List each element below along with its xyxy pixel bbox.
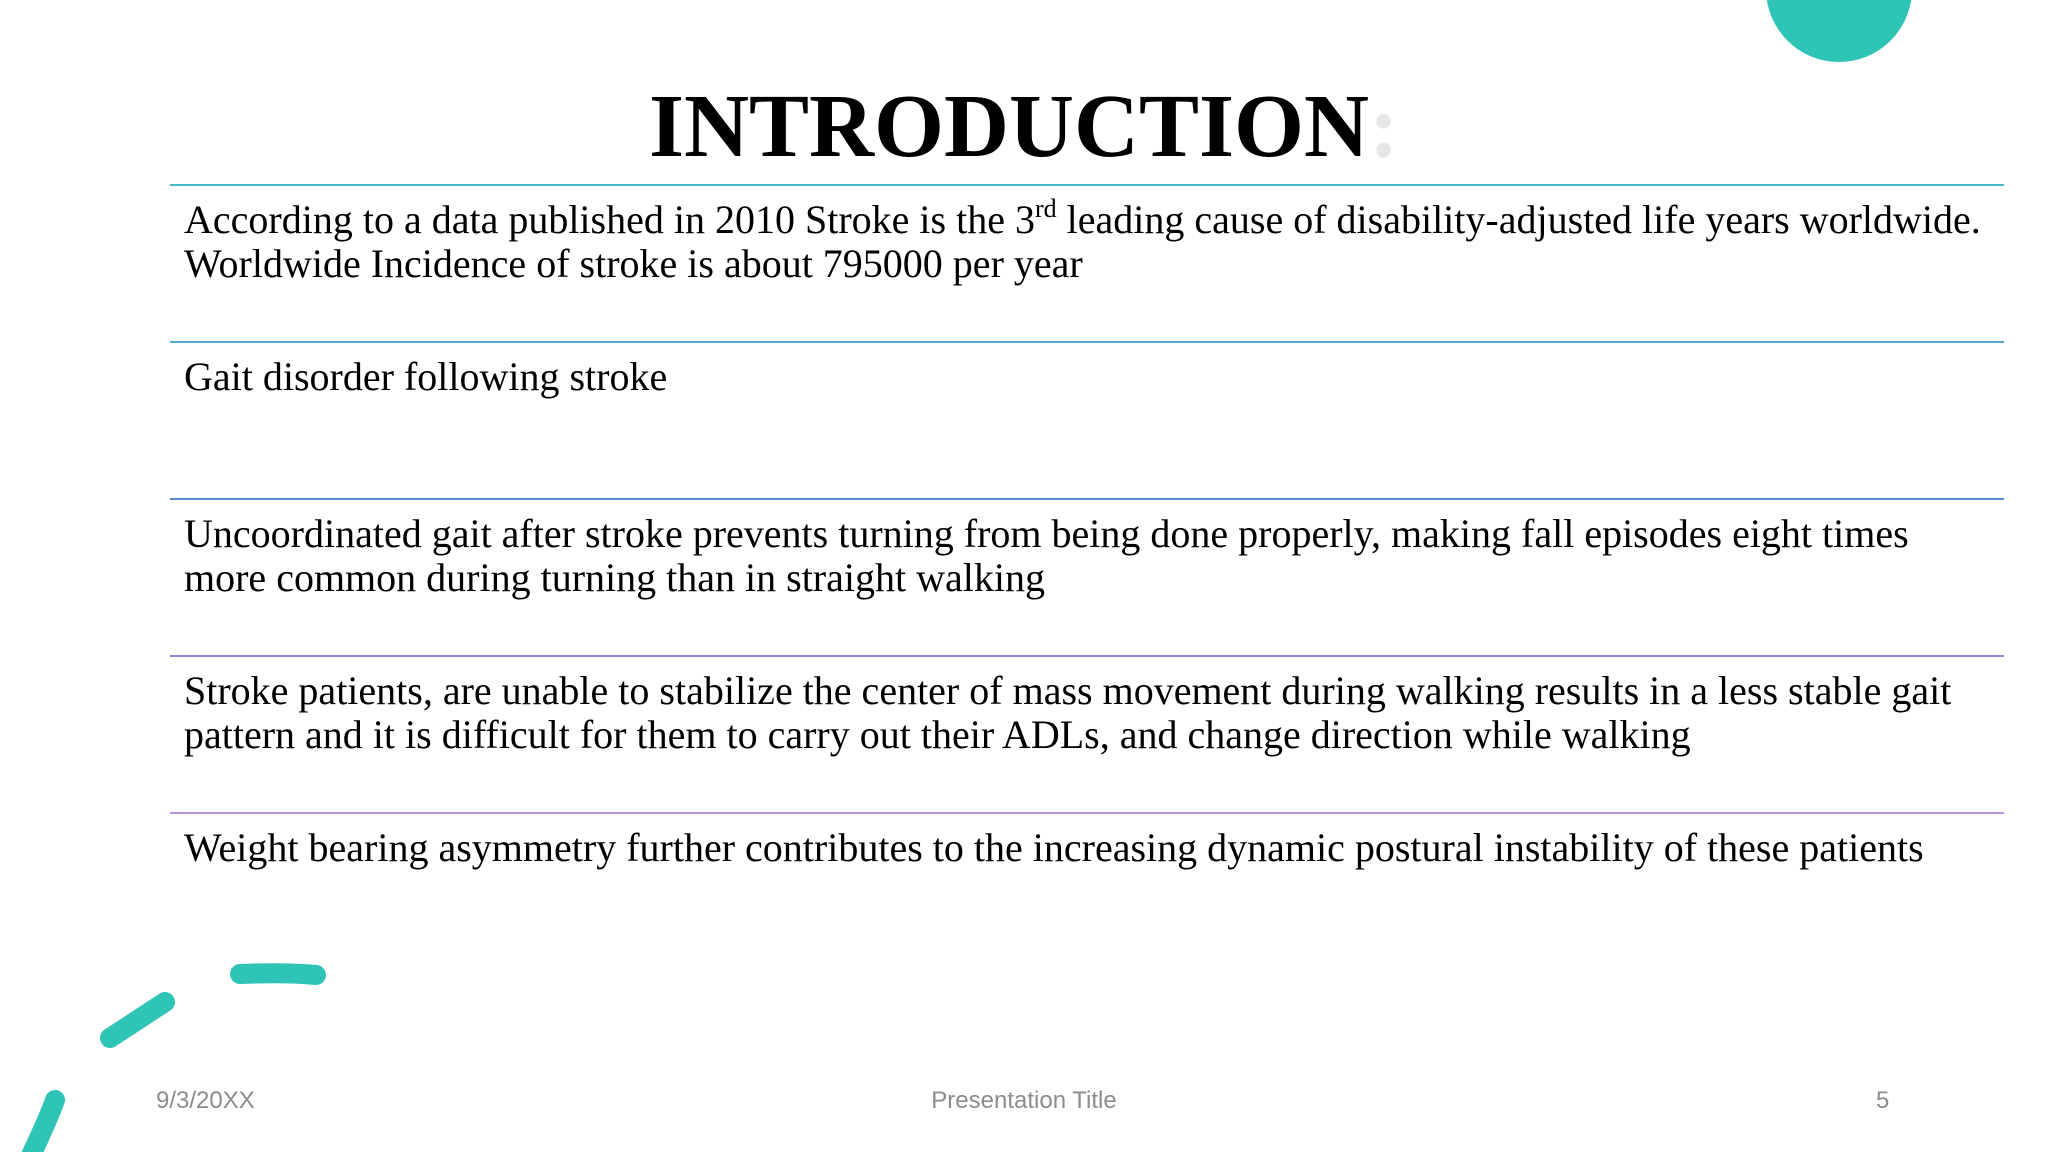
content-list: [170, 184, 2004, 969]
list-item-uncoordinated-gait: [170, 498, 2004, 655]
footer-page-number: 5: [1876, 1087, 1890, 1114]
ordinal-superscript: rd: [1034, 194, 1057, 223]
list-item-text-part: leading cause of disability-adjusted life years worldwide. Worldwide Incidence of stroke is about 795000 per year: [184, 197, 1981, 286]
footer-date: 9/3/20XX: [156, 1087, 255, 1114]
slide-title-colon: :: [1369, 77, 1400, 176]
footer-presentation-title: Presentation Title: [931, 1087, 1117, 1114]
slide-title: [0, 72, 2048, 182]
list-item-weight-bearing: [170, 812, 2004, 969]
list-item-gait-disorder: [170, 341, 2004, 498]
list-item-text: Stroke patients, are unable to stabilize the center of mass movement during walking results in a less stable gait pattern and it is difficult for them to carry out their ADLs, and change direction while walking: [184, 668, 1952, 757]
list-item-center-of-mass: [170, 655, 2004, 812]
decorative-dashes: [0, 940, 360, 1152]
list-item-text: Uncoordinated gait after stroke prevents turning from being done properly, making fall episodes eight times more common during turning than in straight walking: [184, 511, 1909, 600]
list-item-text: Gait disorder following stroke: [184, 354, 668, 399]
list-item-text: Weight bearing asymmetry further contributes to the increasing dynamic postural instability of these patients: [184, 825, 1924, 870]
list-item-text-part: According to a data published in 2010 Stroke is the 3: [184, 197, 1035, 242]
slide-title-text: INTRODUCTION: [648, 77, 1370, 176]
list-item-stroke-statistics: [170, 184, 2004, 341]
decorative-circle: [1766, 0, 1912, 62]
